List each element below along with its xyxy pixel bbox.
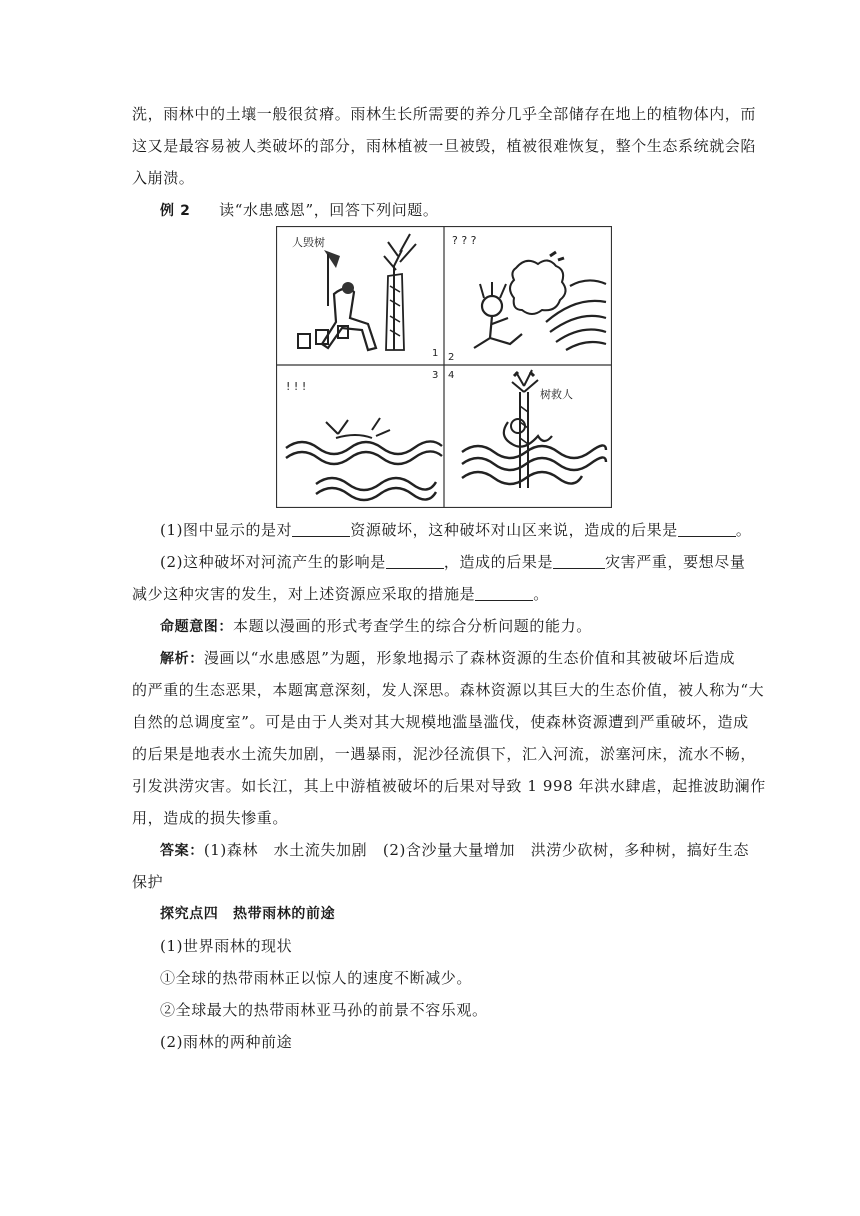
section-title: 探究点四 热带雨林的前途	[160, 906, 336, 922]
analysis-line-4: 的后果是地表水土流失加剧，一遇暴雨，泥沙径流俱下，汇入河流，淤塞河床，流水不畅，	[132, 745, 757, 763]
analysis-line-5: 引发洪涝灾害。如长江，其上中游植被破坏的后果对导致 1 998 年洪水肆虐，起推波助澜作	[132, 777, 766, 795]
question-2	[160, 552, 760, 572]
panel-4-number: 4	[448, 370, 455, 381]
cartoon-figure	[276, 226, 612, 508]
analysis-line-1	[160, 648, 760, 669]
answer-blank[interactable]	[292, 522, 350, 537]
intro-line-1: 洗，雨林中的土壤一般很贫瘠。雨林生长所需要的养分几乎全部储存在地上的植物体内，而	[132, 105, 757, 123]
question-1-part-b: 资源破坏，这种破坏对山区来说，造成的后果是	[350, 521, 678, 539]
panel-1-caption: 人毁树	[292, 236, 325, 249]
answer-label: 答案：	[160, 843, 204, 859]
section-item-1b: ②全球最大的热带雨林亚马孙的前景不容乐观。	[160, 1001, 488, 1019]
section-item-2: (2)雨林的两种前途	[160, 1033, 293, 1051]
panel-3-number: 3	[432, 370, 439, 381]
section-item-1: (1)世界雨林的现状	[160, 937, 293, 955]
answer-blank[interactable]	[475, 586, 533, 601]
question-2-line-2	[132, 584, 732, 604]
example-text: 读“水患感恩”，回答下列问题。	[219, 201, 439, 219]
question-2-line-2-end: 。	[533, 585, 549, 603]
answer-line-2: 保护	[132, 873, 164, 891]
cartoon-svg	[276, 226, 612, 508]
intro-line-3: 入崩溃。	[132, 169, 195, 187]
panel-1-number: 1	[432, 348, 439, 359]
analysis-text-1: 漫画以“水患感恩”为题，形象地揭示了森林资源的生态价值和其被破坏后造成	[203, 649, 736, 667]
answer-blank[interactable]	[553, 554, 605, 569]
example-heading	[160, 200, 760, 221]
answer-line-1	[160, 840, 760, 861]
question-1-part-a: (1)图中显示的是对	[160, 521, 293, 539]
intent-label: 命题意图：	[160, 619, 233, 635]
panel-3-caption: ! ! !	[286, 380, 307, 393]
answer-blank[interactable]	[678, 522, 736, 537]
section-item-1a: ①全球的热带雨林正以惊人的速度不断减少。	[160, 969, 473, 987]
intro-line-2: 这又是最容易被人类破坏的部分，雨林植被一旦被毁，植被很难恢复，整个生态系统就会陷	[132, 137, 757, 155]
intent-paragraph	[160, 616, 760, 637]
analysis-label: 解析：	[160, 651, 204, 667]
question-2-line-2-text: 减少这种灾害的发生，对上述资源应采取的措施是	[132, 585, 476, 603]
question-2-part-b: ，造成的后果是	[443, 553, 554, 571]
panel-2-number: 2	[448, 352, 455, 363]
answer-blank[interactable]	[386, 554, 444, 569]
question-1	[160, 520, 760, 540]
question-2-part-c: 灾害严重，要想尽量	[605, 553, 746, 571]
analysis-line-2: 的严重的生态恶果，本题寓意深刻，发人深思。森林资源以其巨大的生态价值，被人称为“大	[132, 681, 765, 699]
question-2-part-a: (2)这种破坏对河流产生的影响是	[160, 553, 386, 571]
analysis-line-6: 用，造成的损失惨重。	[132, 809, 289, 827]
intent-text: 本题以漫画的形式考查学生的综合分析问题的能力。	[233, 617, 592, 635]
answer-text-1: (1)森林 水土流失加剧 (2)含沙量大量增加 洪涝少砍树，多种树，搞好生态	[203, 841, 750, 859]
panel-4-caption: 树救人	[540, 388, 573, 401]
question-1-part-c: 。	[735, 521, 752, 539]
analysis-line-3: 自然的总调度室”。可是由于人类对其大规模地滥垦滥伐，使森林资源遭到严重破坏，造成	[132, 713, 749, 731]
example-label: 例 2	[160, 203, 191, 219]
panel-2-caption: ? ? ?	[452, 234, 477, 247]
